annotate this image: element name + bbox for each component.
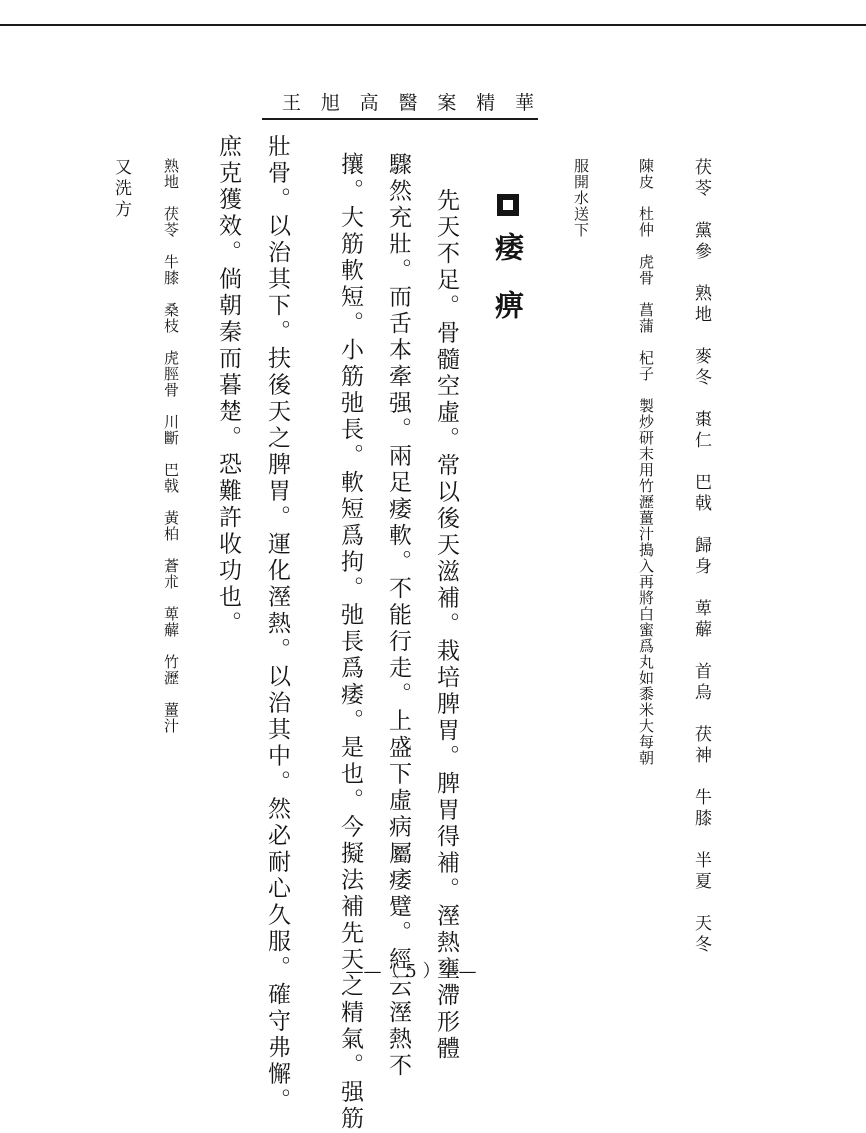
section-title: 痿 痹 [491, 232, 525, 319]
herb-list-column-2: 陳皮 杜仲 虎骨 菖蒲 杞子 製炒研末用竹瀝薑汁搗入再將白蜜爲丸如黍米大每朝 [637, 158, 655, 766]
header-char: 高 [359, 91, 379, 114]
header-char: 王 [282, 91, 302, 114]
header-char: 醫 [398, 91, 418, 114]
herb-list-column-3: 熟地 茯苓 牛膝 桑枝 虎脛骨 川斷 巴戟 黃柏 蒼朮 萆薢 竹瀝 薑汁 [162, 158, 180, 734]
header-char: 精 [476, 91, 496, 114]
body-text-column: 先天不足。骨髓空虛。常以後天滋補。栽培脾胃。脾胃得補。溼熱壅滯形體 [433, 188, 459, 1063]
header-char: 案 [437, 91, 457, 114]
top-border-rule [0, 24, 866, 26]
header-char: 華 [514, 91, 534, 114]
body-text-column: 驟然充壯。而舌本牽强。兩足痿軟。不能行走。上盛下虛病屬痿躄。經云溼熱不 [385, 152, 411, 1080]
running-header [282, 88, 534, 114]
body-text-column: 庶克獲效。倘朝秦而暮楚。恐難許收功也。 [215, 134, 241, 638]
next-recipe-heading: 又洗方 [111, 158, 131, 221]
body-text-column: 壯骨。以治其下。扶後天之脾胃。運化溼熱。以治其中。然必耐心久服。確守弗懈。 [264, 134, 290, 1115]
header-underline [262, 118, 538, 120]
page-number: ——（ 5 ）—— [345, 961, 477, 982]
body-text-column: 攘。大筋軟短。小筋弛長。軟短爲拘。弛長爲痿。是也。今擬法補先天之精氣。强筋 [337, 152, 363, 1133]
section-marker-icon [497, 194, 519, 216]
header-char: 旭 [320, 91, 340, 114]
herb-list-column-1: 茯苓 黨參 熟地 麥冬 棗仁 巴戟 歸身 萆薢 首烏 茯神 牛膝 半夏 天冬 [691, 158, 711, 956]
instruction-column: 服開水送下 [572, 158, 590, 238]
